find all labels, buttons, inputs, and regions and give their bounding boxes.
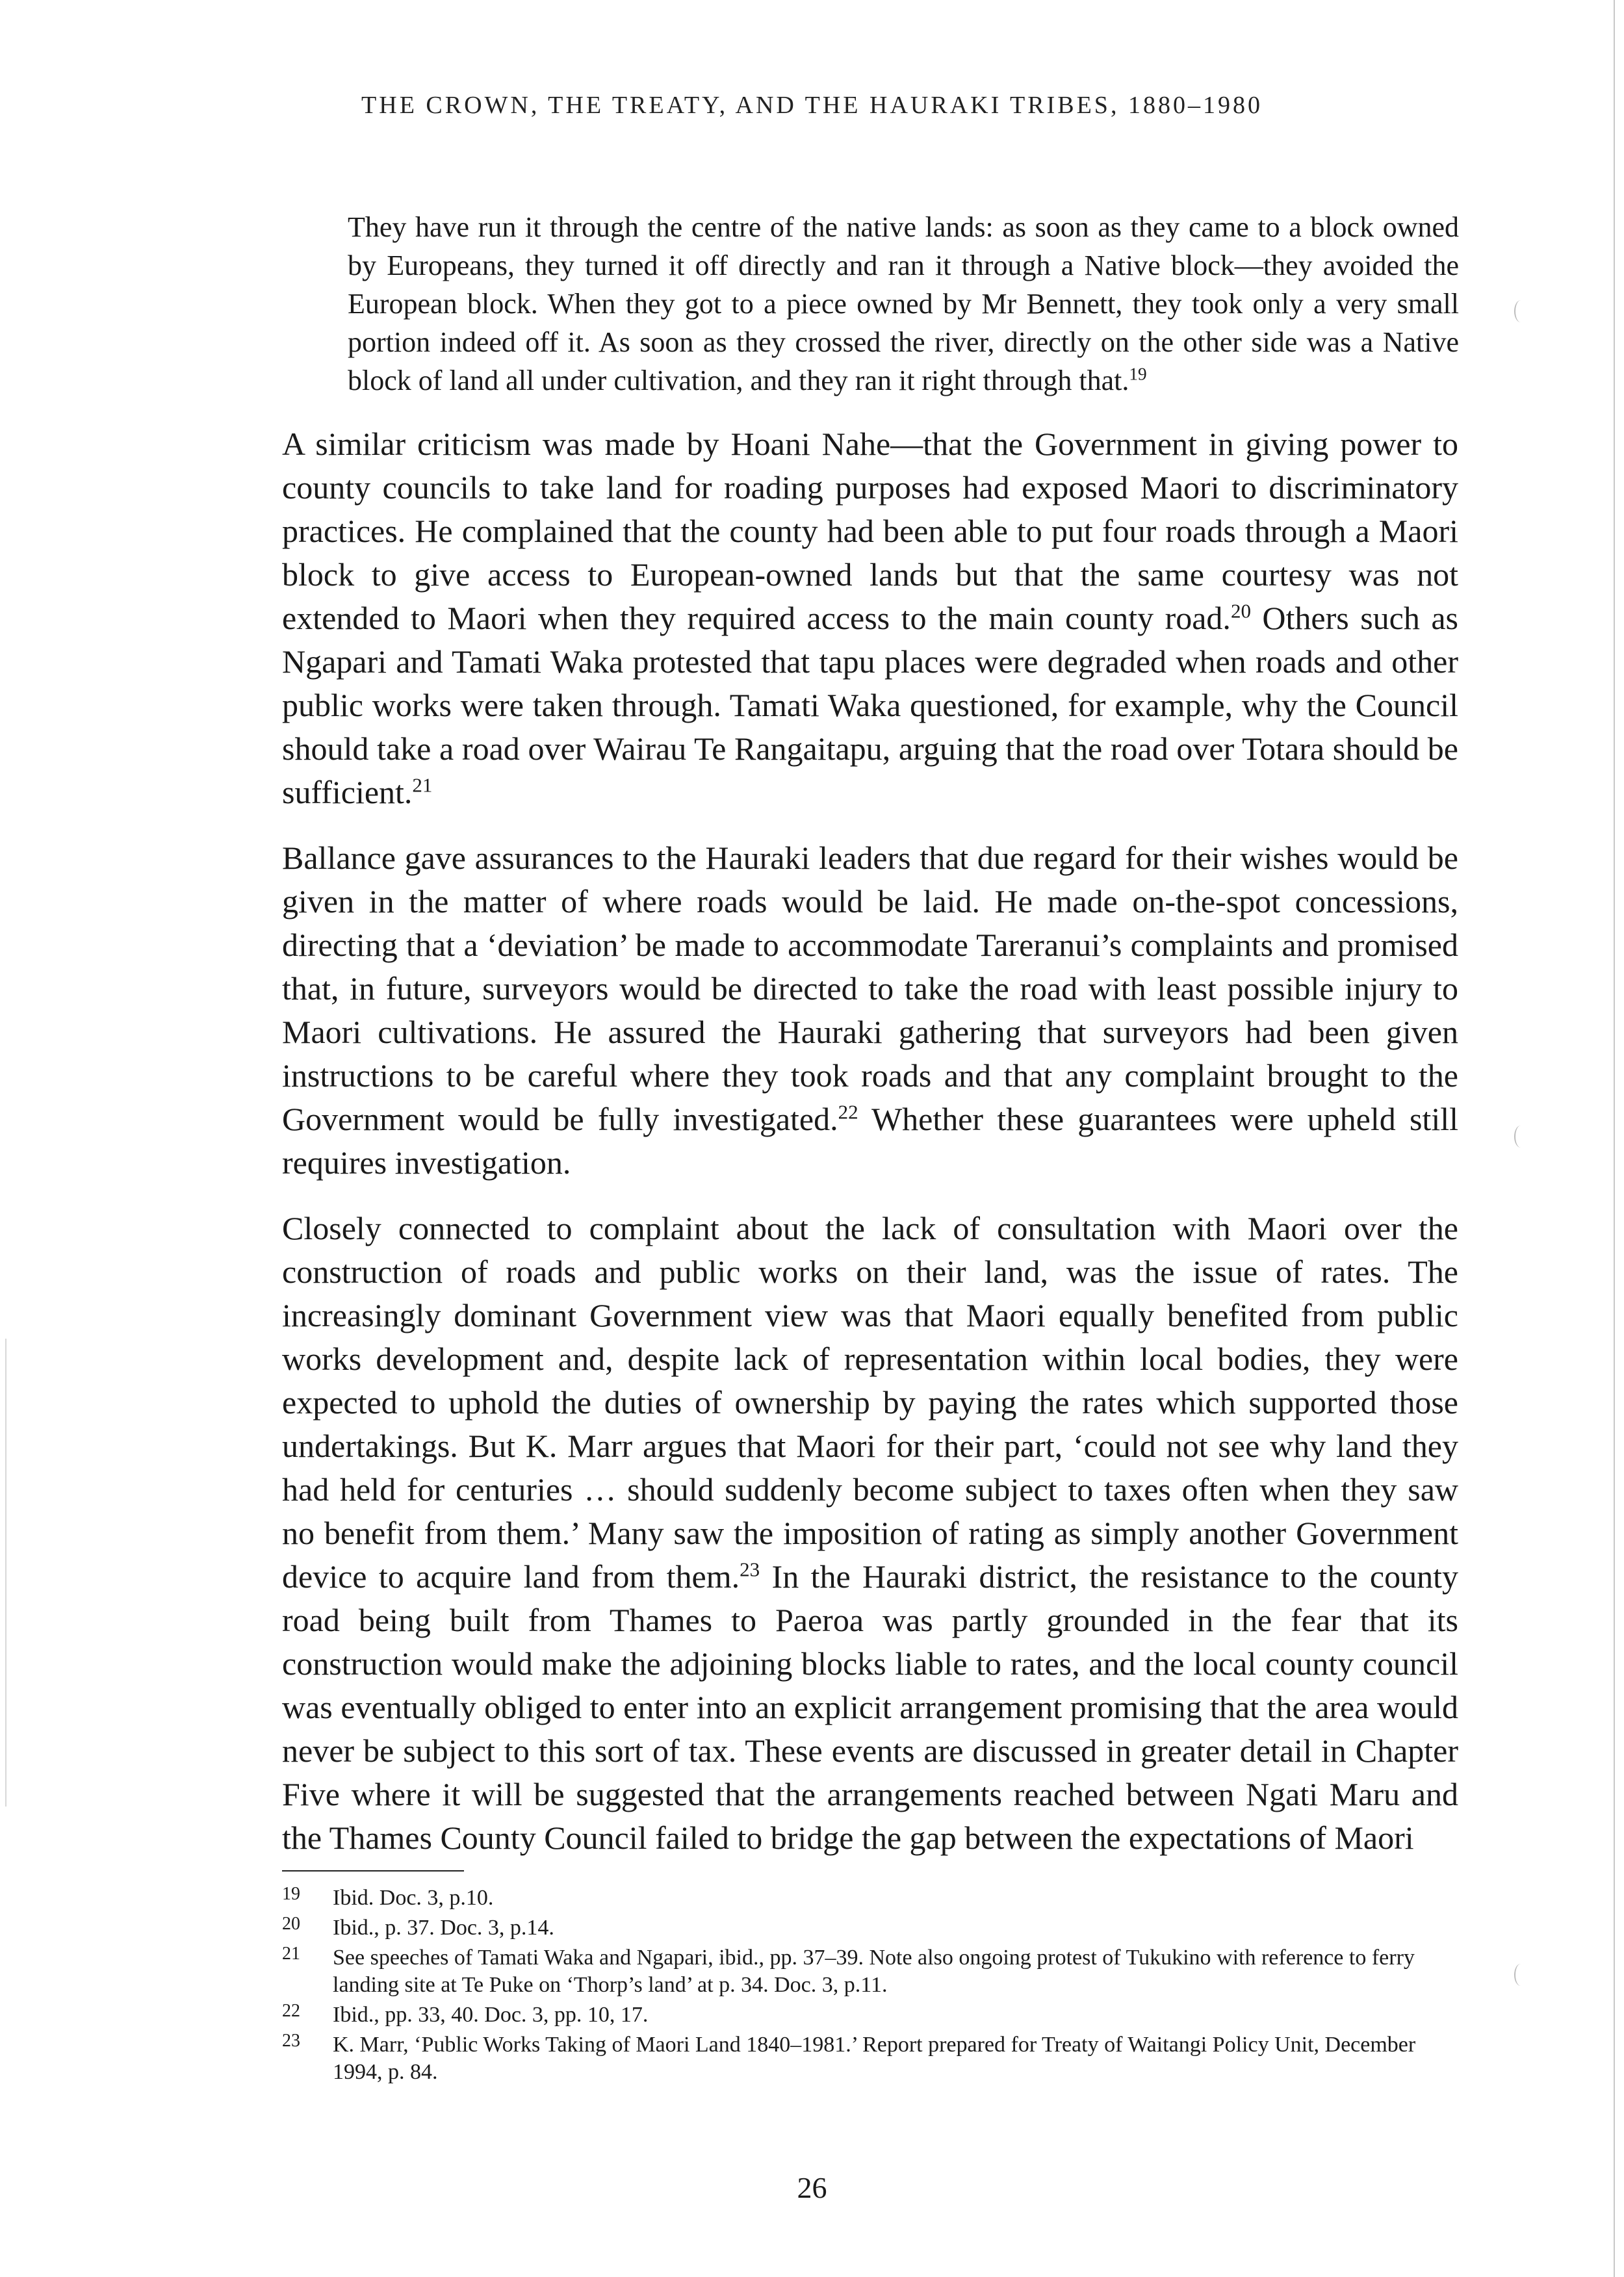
paragraph — [282, 836, 1458, 1185]
scan-page-edge — [5, 1339, 6, 1807]
footnote-ref[interactable]: 23 — [740, 1558, 760, 1581]
running-head: THE CROWN, THE TREATY, AND THE HAURAKI TRIBES, 1880–1980 — [361, 92, 1263, 119]
footnote — [282, 2031, 1458, 2086]
page-number: 26 — [797, 2171, 827, 2204]
paragraph — [282, 422, 1458, 814]
footnote-number: 21 — [282, 1944, 300, 1964]
paragraph-text: Closely connected to complaint about the lack of consultation with Maori over the construction of roads and public works on their land, was the issue of rates. The increasingly dominant Government view was that Maori equally benefited from public works development and, despite lack of representation within local bodies, they were expected to uphold the duties of ownership by paying the rates which supported those undertakings. But K. Marr argues that Maori for their part, ‘could not see why land they had held for centuries … should suddenly become subject to taxes often when they saw no benefit from them.’ Many saw the imposition of rating as simply another Government device to acquire land from them. — [282, 1210, 1458, 1595]
scan-margin-mark — [1514, 1964, 1527, 1986]
footnote-text: K. Marr, ‘Public Works Taking of Maori Land 1840–1981.’ Report prepared for Treaty of Waitangi Policy Unit, December 1994, p. 84. — [333, 2033, 1416, 2084]
footnote-ref[interactable]: 19 — [1129, 364, 1147, 384]
footnote-number: 20 — [282, 1914, 300, 1934]
scan-margin-mark — [1514, 300, 1527, 322]
footnote — [282, 2001, 1458, 2029]
footnote-text: See speeches of Tamati Waka and Ngapari, ibid., pp. 37–39. Note also ongoing protest of Tukukino with reference to ferry landing site at Te Puke on ‘Thorp’s land’ at p. 34. Doc. 3, p.11. — [333, 1946, 1415, 1997]
footnote-ref[interactable]: 22 — [838, 1100, 858, 1124]
footnote-text: Ibid., pp. 33, 40. Doc. 3, pp. 10, 17. — [333, 2003, 649, 2027]
scan-page-edge — [1614, 0, 1615, 2277]
footnote — [282, 1944, 1458, 1999]
footnote-number: 22 — [282, 2001, 300, 2021]
paragraph-text: In the Hauraki district, the resistance to the county road being built from Thames to Paeroa was partly grounded in the fear that its construction would make the adjoining blocks liable to rates, and the local county council was eventually obliged to enter into an explicit arrangement promising that the area would never be subject to this sort of tax. These events are discussed in greater detail in Chapter Five where it will be suggested that the arrangements reached between Ngati Maru and the Thames County Council failed to bridge the gap between the expectations of Maori — [282, 1558, 1459, 1856]
scan-margin-mark — [1514, 1126, 1527, 1148]
paragraph-text: Whether these guarantees were upheld still requires investigation. — [282, 1101, 1458, 1181]
footnote — [282, 1885, 1458, 1912]
paragraph-text: Ballance gave assurances to the Hauraki leaders that due regard for their wishes would be given in the matter of where roads would be laid. He made on-the-spot concessions, directing that a ‘deviation’ be made to accommodate Tareranui’s complaints and promised that, in future, surveyors would be directed to take the road with least possible injury to Maori cultivations. He assured the Hauraki gathering that surveyors had been given instructions to be careful where they took roads and that any complaint brought to the Government would be fully investigated. — [282, 840, 1458, 1137]
footnote-number: 23 — [282, 2031, 300, 2051]
footnote-ref[interactable]: 21 — [412, 773, 433, 797]
footnote-number: 19 — [282, 1884, 300, 1904]
body-text — [282, 422, 1458, 1860]
footnote-divider — [282, 1870, 464, 1872]
footnote-text: Ibid. Doc. 3, p.10. — [333, 1886, 494, 1910]
block-quote — [348, 208, 1459, 400]
block-quote-text: They have run it through the centre of the native lands: as soon as they came to a block owned by Europeans, they turned it off directly and ran it through a Native block—they avoided the European block. When they got to a piece owned by Mr Bennett, they took only a very small portion indeed off it. As soon as they crossed the river, directly on the other side was a Native block of land all under cultivation, and they ran it right through that. — [348, 211, 1459, 396]
footnotes — [282, 1885, 1458, 2089]
footnote — [282, 1914, 1458, 1942]
paragraph-text: A similar criticism was made by Hoani Nahe—that the Government in giving power to county councils to take land for roading purposes had exposed Maori to discriminatory practices. He complained that the county had been able to put four roads through a Maori block to give access to European-owned lands but that the same courtesy was not extended to Maori when they required access to the main county road. — [282, 426, 1458, 636]
paragraph-text: Others such as Ngapari and Tamati Waka protested that tapu places were degraded when roads and other public works were taken through. Tamati Waka questioned, for example, why the Council should take a road over Wairau Te Rangaitapu, arguing that the road over Totara should be sufficient. — [282, 600, 1458, 810]
paragraph — [282, 1207, 1458, 1860]
footnote-ref[interactable]: 20 — [1230, 599, 1251, 623]
footnote-text: Ibid., p. 37. Doc. 3, p.14. — [333, 1916, 554, 1940]
